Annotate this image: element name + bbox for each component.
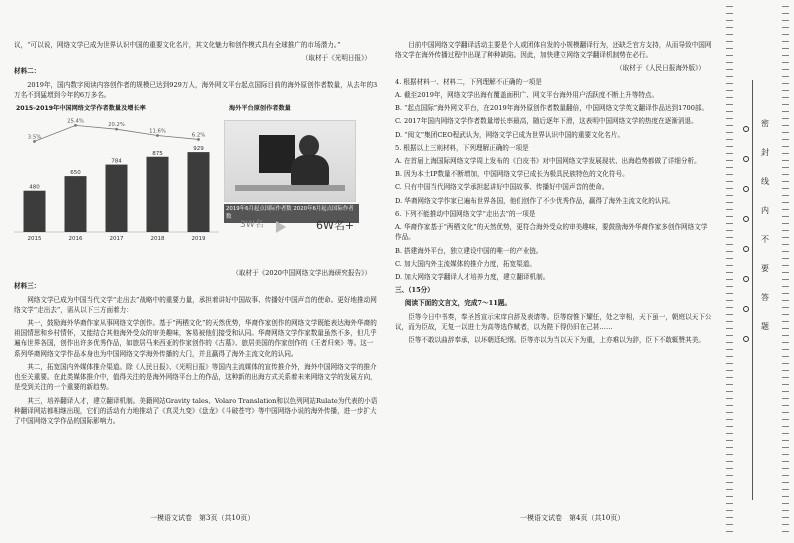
seal-circle [743, 336, 749, 342]
seal-line [752, 80, 753, 500]
seal-char: 封 [761, 148, 769, 157]
seal-char: 线 [761, 177, 769, 186]
overseas-platform-title: 海外平台原创作者数量 [229, 105, 291, 113]
seal-circles [740, 126, 752, 366]
x-tick-label: 2016 [68, 236, 83, 243]
seal-char: 答 [761, 293, 769, 302]
footer-right: 一模语文试卷 第4页（共10页） [520, 514, 625, 522]
question-5-option-d: D. 华裔网络文学作家已遍布世界各国，他们创作了不少优秀作品，赢得了海外主流文化的认同。 [395, 196, 675, 205]
material-3-paragraph-1: 网络文学已成为中国当代文学“走出去”战略中的重要力量，承担着讲好中国故事、传播好中国声音的使命。更好地推动网络文学“走出去”，需从以下三方面着力： [14, 295, 377, 314]
question-4-option-a: A. 截至2019年，网络文学出海有覆盖面积广、网文平台海外用户活跃度不断上升等特点。 [395, 90, 659, 99]
growth-rate-label: 25.4% [67, 118, 84, 125]
citation-peoples-daily: （取材于《人民日报海外版》） [615, 64, 705, 73]
material-2-figure [14, 104, 359, 264]
question-4-option-b: B. “起点国际”海外网文平台，在2019年海外原创作者数量翻倍，中国网络文学英文翻译作品达到1700部。 [395, 104, 709, 113]
seal-char: 内 [761, 206, 769, 215]
seal-circle [743, 186, 749, 192]
growth-rate-label: 6.2% [191, 132, 206, 139]
growth-rate-point [33, 140, 36, 143]
chart-title: 2015-2019年中国网络文学作者数量及增长率 [16, 105, 146, 113]
bar-value-label: 929 [193, 146, 204, 153]
bar [106, 165, 128, 232]
x-tick-label: 2019 [191, 236, 206, 243]
question-5-option-b: B. 因为本土IP数量不断增加，中国网络文学已成长为极具民族特色的文化符号。 [395, 170, 629, 179]
growth-rate-point [156, 134, 159, 137]
material-3-paragraph-3: 其二，拓宽国内外媒体推介渠道。除《人民日报》、《光明日报》等国内主流媒体的宣传推介外，海外中国网络文学的推介也至关重要。在此类媒体推介中，值得关注的是海外网络平台上的作品，这种新的出海方式关系着未来网络文学的发展方向，是受到关注的一个重要的新趋势。 [14, 362, 377, 392]
right-top-paragraph: 目前中国网络文学翻译活动主要是个人或团体自发的小规模翻译行为，还缺乏官方支持，从而导致中国网络文学在海外传播过程中出现了种种缺陷。因此，加快建立网络文学翻译机制势在必行。 [395, 41, 712, 60]
growth-rate-label: 20.2% [108, 122, 125, 129]
right-page [395, 40, 713, 348]
question-6: 6. 下列不能推动中国网络文学“走出去”的一项是 [395, 209, 536, 218]
bar-value-label: 875 [152, 150, 163, 157]
material-2-paragraph: 2019年，国内数字阅读内容创作者的规模已达到929万人，海外网文平台起点国际目前的海外原创作者数量，从去年的3万名不到猛增到今年的6万多名。 [14, 80, 378, 99]
seal-circle [743, 216, 749, 222]
section-3-heading: 三、（15分） [395, 286, 434, 295]
citation-guangming: （取材于《光明日报》） [301, 54, 371, 63]
author-count-2020: 6W名+ [316, 219, 355, 233]
bar-value-label: 650 [70, 170, 81, 177]
seal-char: 不 [761, 235, 769, 244]
question-6-option-d: D. 加大网络文学翻译人才培养力度，建立翻译机制。 [395, 272, 550, 281]
binding-edge-left [726, 6, 733, 536]
arrow-right-icon [276, 221, 286, 233]
left-top-paragraph: 议，“可以说，网络文学已成为世界认识中国的重要文化名片，其文化魅力和创作模式具有全球推广的市场潜力。” [14, 41, 341, 49]
bar [147, 157, 169, 232]
question-4: 4. 根据材料一、材料二，下列理解不正确的一项是 [395, 77, 542, 86]
bar-value-label: 784 [111, 158, 122, 165]
citation-report: （取材于《2020中国网络文学出海研究报告》） [232, 269, 371, 278]
seal-text [758, 120, 772, 352]
monitor-shape [259, 135, 295, 173]
question-6-option-a: A. 华裔作家基于“两栖文化”的天然优势，更符合海外受众的审美趣味，要鼓励海外华裔作家多创作网络文学作品。 [395, 223, 708, 242]
material-3-heading: 材料三： [14, 282, 41, 291]
question-5-option-a: A. 在首届上海国际网络文学周上发布的《白皮书》对中国网络文学发展现状、出海趋势都做了详细分析。 [395, 156, 701, 165]
seal-circle [743, 126, 749, 132]
photo-caption: 2019年6月起点国际作者数 2020年6月起点国际作者数 [224, 204, 359, 223]
question-4-option-d: D. “阅文”集团CEO程武认为，网络文学已成为世界认识中国的重要文化名片。 [395, 130, 625, 139]
desk-shape [235, 185, 345, 191]
classical-text-1: 臣等今日中书奏，奉圣旨宣示宋庠自辞及表请等。臣等窃惟下耀任，处之宰相，天下虽一，朝庭以天下公议，而为臣故，无复一以进士为高等选作赋者，以为陛下得仍旧在己甚…… [395, 312, 712, 331]
x-tick-label: 2017 [109, 236, 124, 243]
growth-rate-point [197, 138, 200, 141]
seal-circle [743, 156, 749, 162]
growth-rate-label: 11.6% [149, 128, 166, 135]
seal-char: 题 [761, 322, 769, 331]
bar [65, 176, 87, 232]
binding-edge-right [782, 6, 789, 536]
question-4-option-c: C. 2017年国内网络文学作者数量增长率最高，随后逐年下滑，这表明中国网络文学的热度在逐渐消退。 [395, 117, 698, 126]
growth-rate-point [115, 128, 118, 131]
person-body-shape [291, 155, 329, 187]
x-tick-label: 2018 [150, 236, 165, 243]
bar [188, 152, 210, 232]
classical-text-2: 臣等不敢以曲辞奉承，以坏朝廷纪纲。臣等亦以为当以天下为重，上亦难以为辞，臣下不敢辄赞其美。 [408, 336, 705, 345]
material-2-heading: 材料二： [14, 67, 41, 76]
left-page [14, 40, 379, 429]
x-tick-label: 2015 [27, 236, 42, 243]
question-6-option-b: B. 搭建海外平台，独立建设中国的唯一的产业链。 [395, 246, 543, 255]
seal-circle [743, 276, 749, 282]
question-5: 5. 根据以上三则材料，下列理解正确的一项是 [395, 143, 529, 152]
seal-circle [743, 246, 749, 252]
author-count-chart [14, 114, 219, 254]
growth-rate-point [74, 124, 77, 127]
seal-char: 密 [761, 119, 769, 128]
author-count-2019: 3W名 [240, 220, 264, 231]
seal-char: 要 [761, 264, 769, 273]
bar-value-label: 480 [29, 184, 40, 191]
growth-rate-label: 3.5% [27, 134, 42, 141]
footer-left: 一模语文试卷 第3页（共10页） [150, 514, 255, 522]
seal-circle [743, 306, 749, 312]
material-3-paragraph-2: 其一，鼓励海外华裔作家从事网络文学创作。基于“两栖文化”的天然优势，华裔作家创作的网络文学既能表达海外华裔的祖国情思和乡村情怀，又能结合其他海外受众的审美趣味，客易被他们接受和认同。华裔网络文学作家数量虽然不多，但几乎遍布世界各国，创作出许多优秀作品，如旅居马来西亚的作家创作的《古墓》、旅居美国的作家创作的《王者归来》等。这一系列华裔网络文学作品本身也为中国网络文学海外传播的大门，并且赢得了海外主流文化的认同。 [14, 318, 377, 358]
question-6-option-c: C. 加大国内外主流媒体的推介力度，拓宽渠道。 [395, 259, 536, 268]
material-3-paragraph-4: 其三，培养翻译人才，建立翻译机制。美籍网站Gravity tales、Volaro Translation和以色列网站Rulate为代表的小语种翻译网站都相继出现，它们的活动有力地推动了《真灵九变》《盘龙》《斗破苍穹》等中国网络小说的海外传播，进一步扩大了中国网络文学作品的国际影响力。 [14, 396, 378, 425]
bar [24, 191, 46, 232]
section-3-intro: 阅读下面的文言文，完成7～11题。 [404, 299, 511, 308]
question-5-option-c: C. 只有中国当代网络文学承担起讲好中国故事、传播好中国声音的使命。 [395, 183, 609, 192]
person-head-shape [299, 135, 319, 157]
writer-photo [224, 120, 356, 202]
